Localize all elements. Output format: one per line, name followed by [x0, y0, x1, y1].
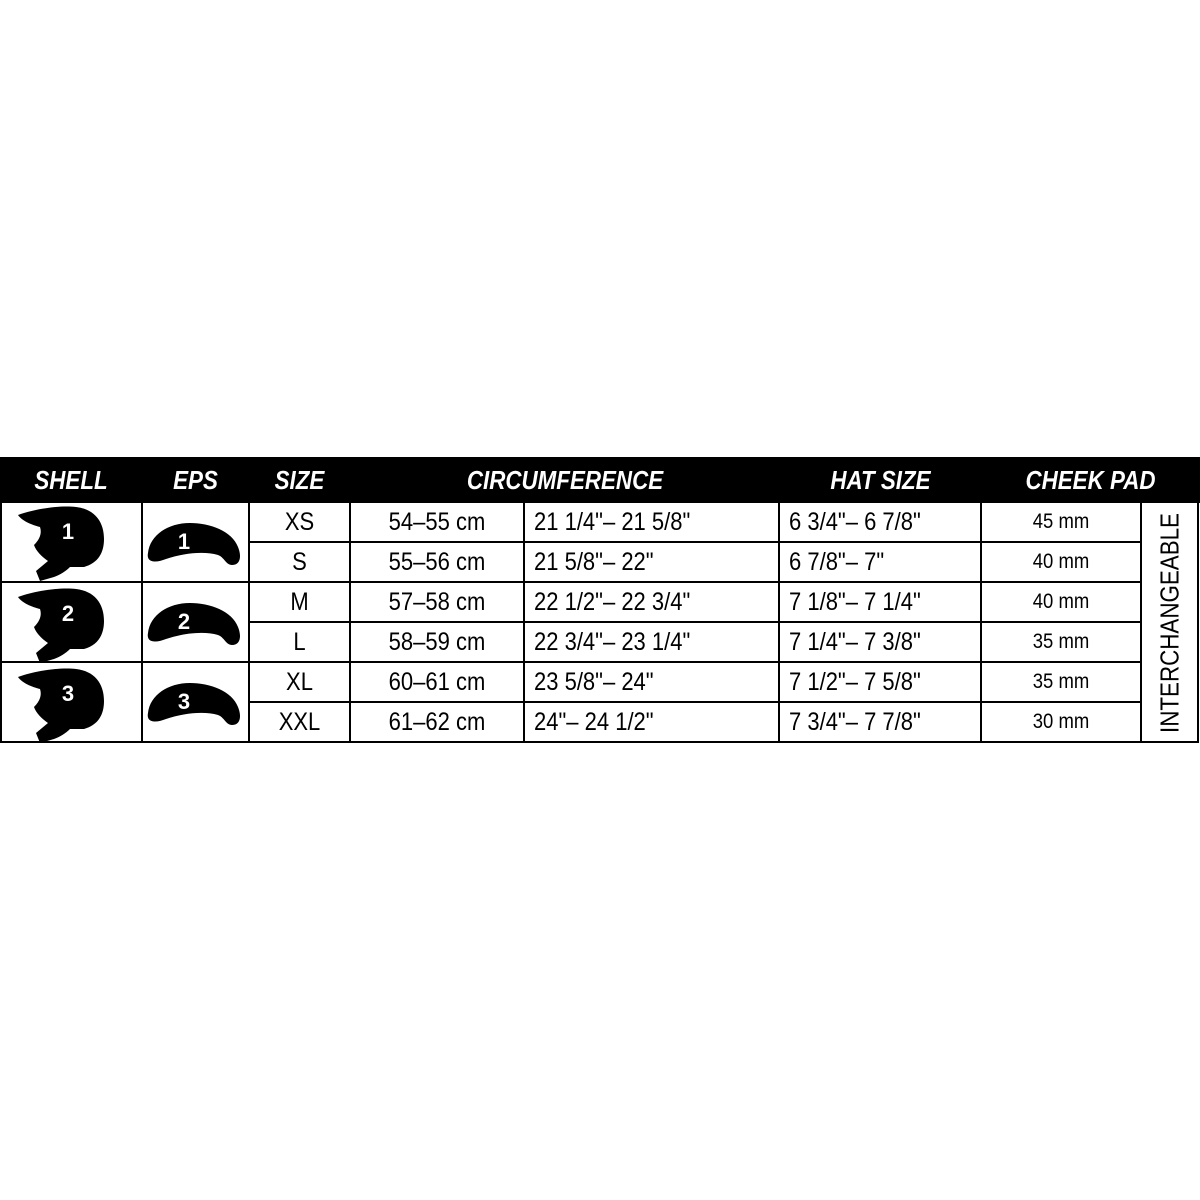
header-eps: EPS	[173, 465, 218, 495]
hat-size-cell: 7 1/8"– 7 1/4"	[789, 588, 921, 616]
size-cell: S	[292, 548, 307, 576]
helmet-shell-icon	[14, 667, 106, 743]
shell-number: 3	[61, 681, 75, 706]
eps-liner-icon	[144, 599, 244, 649]
helmet-size-chart	[0, 457, 1200, 743]
circumference-inch-cell: 24"– 24 1/2"	[534, 708, 654, 736]
grid-line	[0, 503, 2, 743]
shell-number: 2	[61, 601, 75, 626]
size-table	[0, 503, 1200, 743]
grid-line	[523, 503, 525, 743]
cheek-pad-cell: 35 mm	[1032, 670, 1090, 693]
circumference-cm-cell: 60–61 cm	[388, 668, 486, 696]
header-cheek-pad: CHEEK PAD	[1025, 465, 1156, 495]
header-row	[0, 457, 1200, 503]
eps-number: 3	[177, 689, 191, 714]
circumference-inch-cell: 22 1/2"– 22 3/4"	[534, 588, 691, 616]
grid-line	[349, 503, 351, 743]
cheek-pad-cell: 45 mm	[1032, 510, 1090, 533]
size-cell: M	[290, 588, 309, 616]
cheek-pad-cell: 30 mm	[1032, 710, 1090, 733]
grid-line	[0, 741, 1199, 743]
circumference-cm-cell: 58–59 cm	[388, 628, 486, 656]
circumference-inch-cell: 21 5/8"– 22"	[534, 548, 654, 576]
header-hat-size: HAT SIZE	[830, 465, 931, 495]
hat-size-cell: 7 1/4"– 7 3/8"	[789, 628, 921, 656]
hat-size-cell: 7 1/2"– 7 5/8"	[789, 668, 921, 696]
circumference-inch-cell: 23 5/8"– 24"	[534, 668, 654, 696]
circumference-inch-cell: 21 1/4"– 21 5/8"	[534, 508, 691, 536]
grid-line	[248, 503, 250, 743]
cheek-pad-cell: 40 mm	[1032, 550, 1090, 573]
shell-number: 1	[61, 519, 75, 544]
eps-number: 2	[177, 609, 191, 634]
helmet-shell-icon	[14, 587, 106, 663]
interchangeable-label: INTERCHANGEABLE	[1154, 513, 1185, 733]
size-cell: XS	[284, 508, 315, 536]
grid-line	[778, 503, 780, 743]
hat-size-cell: 6 7/8"– 7"	[789, 548, 885, 576]
cheek-pad-cell: 40 mm	[1032, 590, 1090, 613]
interchangeable-label-box	[1142, 503, 1198, 743]
header-size: SIZE	[274, 465, 325, 495]
hat-size-cell: 7 3/4"– 7 7/8"	[789, 708, 921, 736]
size-cell: L	[293, 628, 306, 656]
cheek-pad-cell: 35 mm	[1032, 630, 1090, 653]
header-circumference: CIRCUMFERENCE	[466, 465, 664, 495]
grid-line	[141, 503, 143, 743]
size-cell: XL	[286, 668, 313, 696]
circumference-cm-cell: 55–56 cm	[388, 548, 486, 576]
circumference-cm-cell: 54–55 cm	[388, 508, 486, 536]
header-shell: SHELL	[34, 465, 108, 495]
hat-size-cell: 6 3/4"– 6 7/8"	[789, 508, 921, 536]
circumference-cm-cell: 57–58 cm	[388, 588, 486, 616]
grid-line	[980, 503, 982, 743]
eps-number: 1	[177, 529, 191, 554]
eps-liner-icon	[144, 519, 244, 569]
circumference-inch-cell: 22 3/4"– 23 1/4"	[534, 628, 691, 656]
circumference-cm-cell: 61–62 cm	[388, 708, 486, 736]
eps-liner-icon	[144, 679, 244, 729]
helmet-shell-icon	[14, 505, 106, 581]
size-cell: XXL	[278, 708, 321, 736]
